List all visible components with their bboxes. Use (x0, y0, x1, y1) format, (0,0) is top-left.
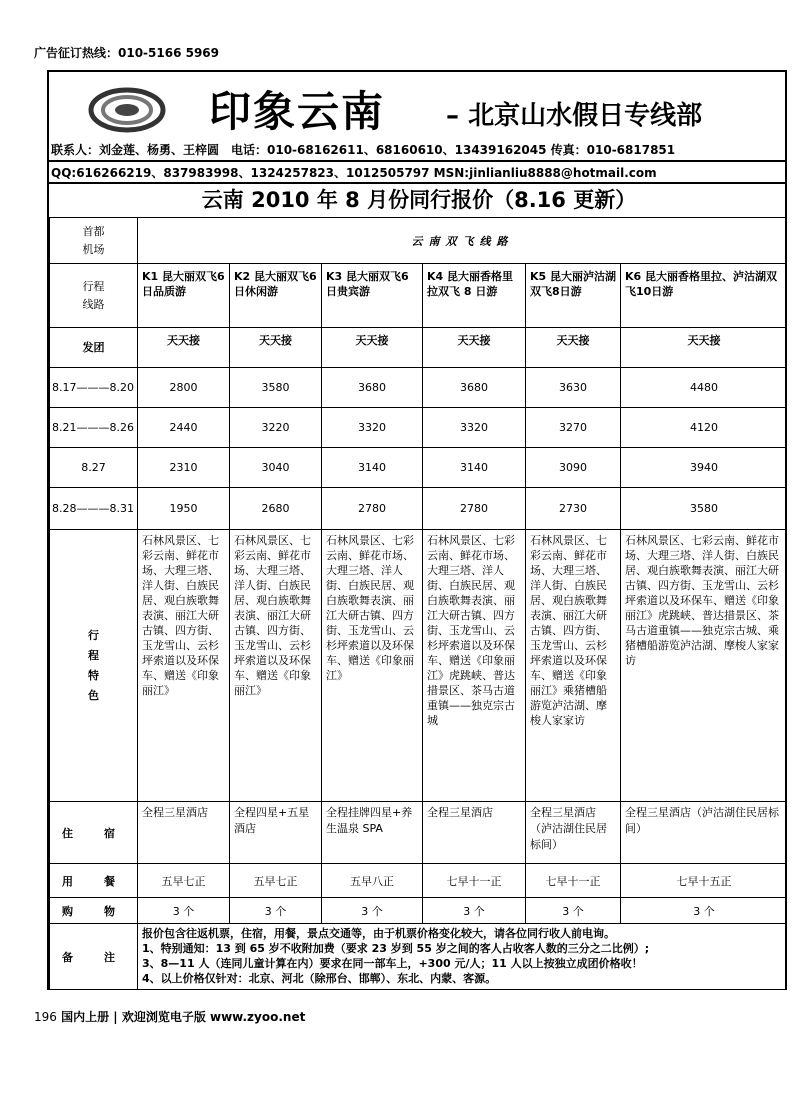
date-range: 8.28———8.31 (50, 488, 138, 530)
price-k6: 3580 (621, 488, 788, 530)
price-k4: 3320 (423, 408, 526, 448)
route-label: 行程 线路 (50, 264, 138, 328)
route-title: 云南双飞线路 (138, 218, 788, 264)
price-k5: 3090 (526, 448, 621, 488)
meal-k6: 七早十五正 (621, 864, 788, 898)
price-sheet (47, 70, 787, 990)
feature-k5: 石林风景区、七彩云南、鲜花市场、大理三塔、洋人街、白族民居、观白族歌舞表演、丽江大研古镇、四方街、玉龙雪山、云杉坪索道以及环保车、赠送《印象丽江》乘猪槽船游览泸沽湖、摩梭人家家访 (526, 530, 621, 802)
stay-k2: 全程四星+五星酒店 (230, 802, 322, 864)
note-line: 4、以上价格仅针对：北京、河北（除邢台、邯郸）、东北、内蒙、客源。 (142, 972, 497, 985)
feature-k6: 石林风景区、七彩云南、鲜花市场、大理三塔、洋人街、白族民居、观白族歌舞表演、丽江大研古镇、四方街、玉龙雪山、云杉坪索道以及环保车、赠送《印象丽江》虎跳峡、普达措景区、茶马古道重镇——独克宗古城、乘猪槽船游览泸沽湖、摩梭人家家访 (621, 530, 788, 802)
note-line: 1、特别通知：13 到 65 岁不收附加费（要求 23 岁到 55 岁之间的客人占收客人数的三分之二比例）; (142, 942, 650, 955)
table-row (50, 530, 788, 802)
brand-subtitle (446, 100, 702, 132)
notes-label: 备 注 (50, 924, 138, 990)
shop-k6: 3 个 (621, 898, 788, 924)
price-k5: 2730 (526, 488, 621, 530)
price-k3: 3140 (322, 448, 423, 488)
feature-k2: 石林风景区、七彩云南、鲜花市场、大理三塔、洋人街、白族民居、观白族歌舞表演、丽江大研古镇、四方街、玉龙雪山、云杉坪索道以及环保车、赠送《印象丽江》 (230, 530, 322, 802)
depart-k5: 天天接 (526, 328, 621, 368)
price-k1: 2800 (138, 368, 230, 408)
route-k6: K6 昆大丽香格里拉、泸沽湖双飞10日游 (621, 264, 788, 328)
price-row (50, 408, 788, 448)
price-row (50, 368, 788, 408)
note-line: 报价包含往返机票，住宿，用餐，景点交通等，由于机票价格变化较大，请各位同行收人前电询。 (142, 927, 615, 940)
stay-label: 住 宿 (50, 802, 138, 864)
price-k2: 2680 (230, 488, 322, 530)
table-row (50, 924, 788, 990)
brand-dash: – (446, 101, 459, 131)
footer-text: 国内上册 | 欢迎浏览电子版 www.zyoo.net (61, 1010, 306, 1024)
table-row (50, 264, 788, 328)
price-k4: 2780 (423, 488, 526, 530)
swirl-logo-icon (87, 82, 167, 137)
price-k3: 3320 (322, 408, 423, 448)
price-k6: 4120 (621, 408, 788, 448)
stay-k3: 全程挂牌四星+养生温泉 SPA (322, 802, 423, 864)
note-line: 3、8—11 人（连同儿童计算在内）要求在同一部车上，+300 元/人；11 人以上按独立成团价格收！ (142, 957, 643, 970)
price-row (50, 448, 788, 488)
shop-k3: 3 个 (322, 898, 423, 924)
price-k1: 2440 (138, 408, 230, 448)
price-k1: 1950 (138, 488, 230, 530)
brand-department: 北京山水假日专线部 (468, 101, 703, 131)
table-row (50, 864, 788, 898)
route-k4: K4 昆大丽香格里拉双飞 8 日游 (423, 264, 526, 328)
price-row (50, 488, 788, 530)
depart-k6: 天天接 (621, 328, 788, 368)
stay-k6: 全程三星酒店（泸沽湖住民居标间） (621, 802, 788, 864)
stay-k1: 全程三星酒店 (138, 802, 230, 864)
table-row (50, 328, 788, 368)
corner-label: 首都 机场 (50, 218, 138, 264)
route-k2: K2 昆大丽双飞6日休闲游 (230, 264, 322, 328)
price-k2: 3580 (230, 368, 322, 408)
table-row (50, 218, 788, 264)
stay-k4: 全程三星酒店 (423, 802, 526, 864)
feature-label: 行 程 特 色 (50, 530, 138, 802)
meal-k5: 七早十一正 (526, 864, 621, 898)
route-k5: K5 昆大丽泸沽湖双飞8日游 (526, 264, 621, 328)
depart-k2: 天天接 (230, 328, 322, 368)
price-k3: 3680 (322, 368, 423, 408)
price-k5: 3270 (526, 408, 621, 448)
divider (49, 182, 787, 184)
meal-k1: 五早七正 (138, 864, 230, 898)
shop-k5: 3 个 (526, 898, 621, 924)
ad-hotline: 广告征订热线：010-5166 5969 (34, 46, 220, 60)
route-k1: K1 昆大丽双飞6日品质游 (138, 264, 230, 328)
table-row (50, 898, 788, 924)
price-k1: 2310 (138, 448, 230, 488)
route-k3: K3 昆大丽双飞6日贵宾游 (322, 264, 423, 328)
depart-k3: 天天接 (322, 328, 423, 368)
price-k5: 3630 (526, 368, 621, 408)
feature-k1: 石林风景区、七彩云南、鲜花市场、大理三塔、洋人街、白族民居、观白族歌舞表演、丽江大研古镇、四方街、玉龙雪山、云杉坪索道以及环保车、赠送《印象丽江》 (138, 530, 230, 802)
price-k3: 2780 (322, 488, 423, 530)
date-range: 8.21———8.26 (50, 408, 138, 448)
meal-label: 用 餐 (50, 864, 138, 898)
shop-label: 购 物 (50, 898, 138, 924)
price-k2: 3040 (230, 448, 322, 488)
meal-k4: 七早十一正 (423, 864, 526, 898)
contact-line: 联系人：刘金莲、杨勇、王梓圆 电话：010-68162611、68160610、13439162045 传真：010-6817851 (51, 143, 676, 157)
price-k6: 4480 (621, 368, 788, 408)
qq-msn-line: QQ:616266219、837983998、1324257823、1012505797 MSN:jinlianliu8888@hotmail.com (51, 166, 657, 180)
meal-k3: 五早八正 (322, 864, 423, 898)
notes (138, 924, 788, 990)
price-k4: 3140 (423, 448, 526, 488)
page-number: 196 (34, 1010, 57, 1024)
brand-name: 印象云南 (209, 87, 386, 136)
page-footer (34, 1008, 305, 1025)
price-table (49, 217, 787, 990)
stay-k5: 全程三星酒店（泸沽湖住民居标间） (526, 802, 621, 864)
feature-k3: 石林风景区、七彩云南、鲜花市场、大理三塔、洋人街、白族民居、观白族歌舞表演、丽江大研古镇、四方街、玉龙雪山、云杉坪索道以及环保车、赠送《印象丽江》 (322, 530, 423, 802)
shop-k2: 3 个 (230, 898, 322, 924)
depart-k1: 天天接 (138, 328, 230, 368)
shop-k4: 3 个 (423, 898, 526, 924)
date-range: 8.17———8.20 (50, 368, 138, 408)
divider (49, 160, 787, 162)
price-k4: 3680 (423, 368, 526, 408)
depart-k4: 天天接 (423, 328, 526, 368)
meal-k2: 五早七正 (230, 864, 322, 898)
page-title: 云南 2010 年 8 月份同行报价（8.16 更新） (201, 188, 637, 212)
date-range: 8.27 (50, 448, 138, 488)
table-row (50, 802, 788, 864)
price-k6: 3940 (621, 448, 788, 488)
shop-k1: 3 个 (138, 898, 230, 924)
feature-k4: 石林风景区、七彩云南、鲜花市场、大理三塔、洋人街、白族民居、观白族歌舞表演、丽江大研古镇、四方街、玉龙雪山、云杉坪索道以及环保车、赠送《印象丽江》虎跳峡、普达措景区、茶马古道重镇——独克宗古城 (423, 530, 526, 802)
price-k2: 3220 (230, 408, 322, 448)
depart-label: 发团 (50, 328, 138, 368)
